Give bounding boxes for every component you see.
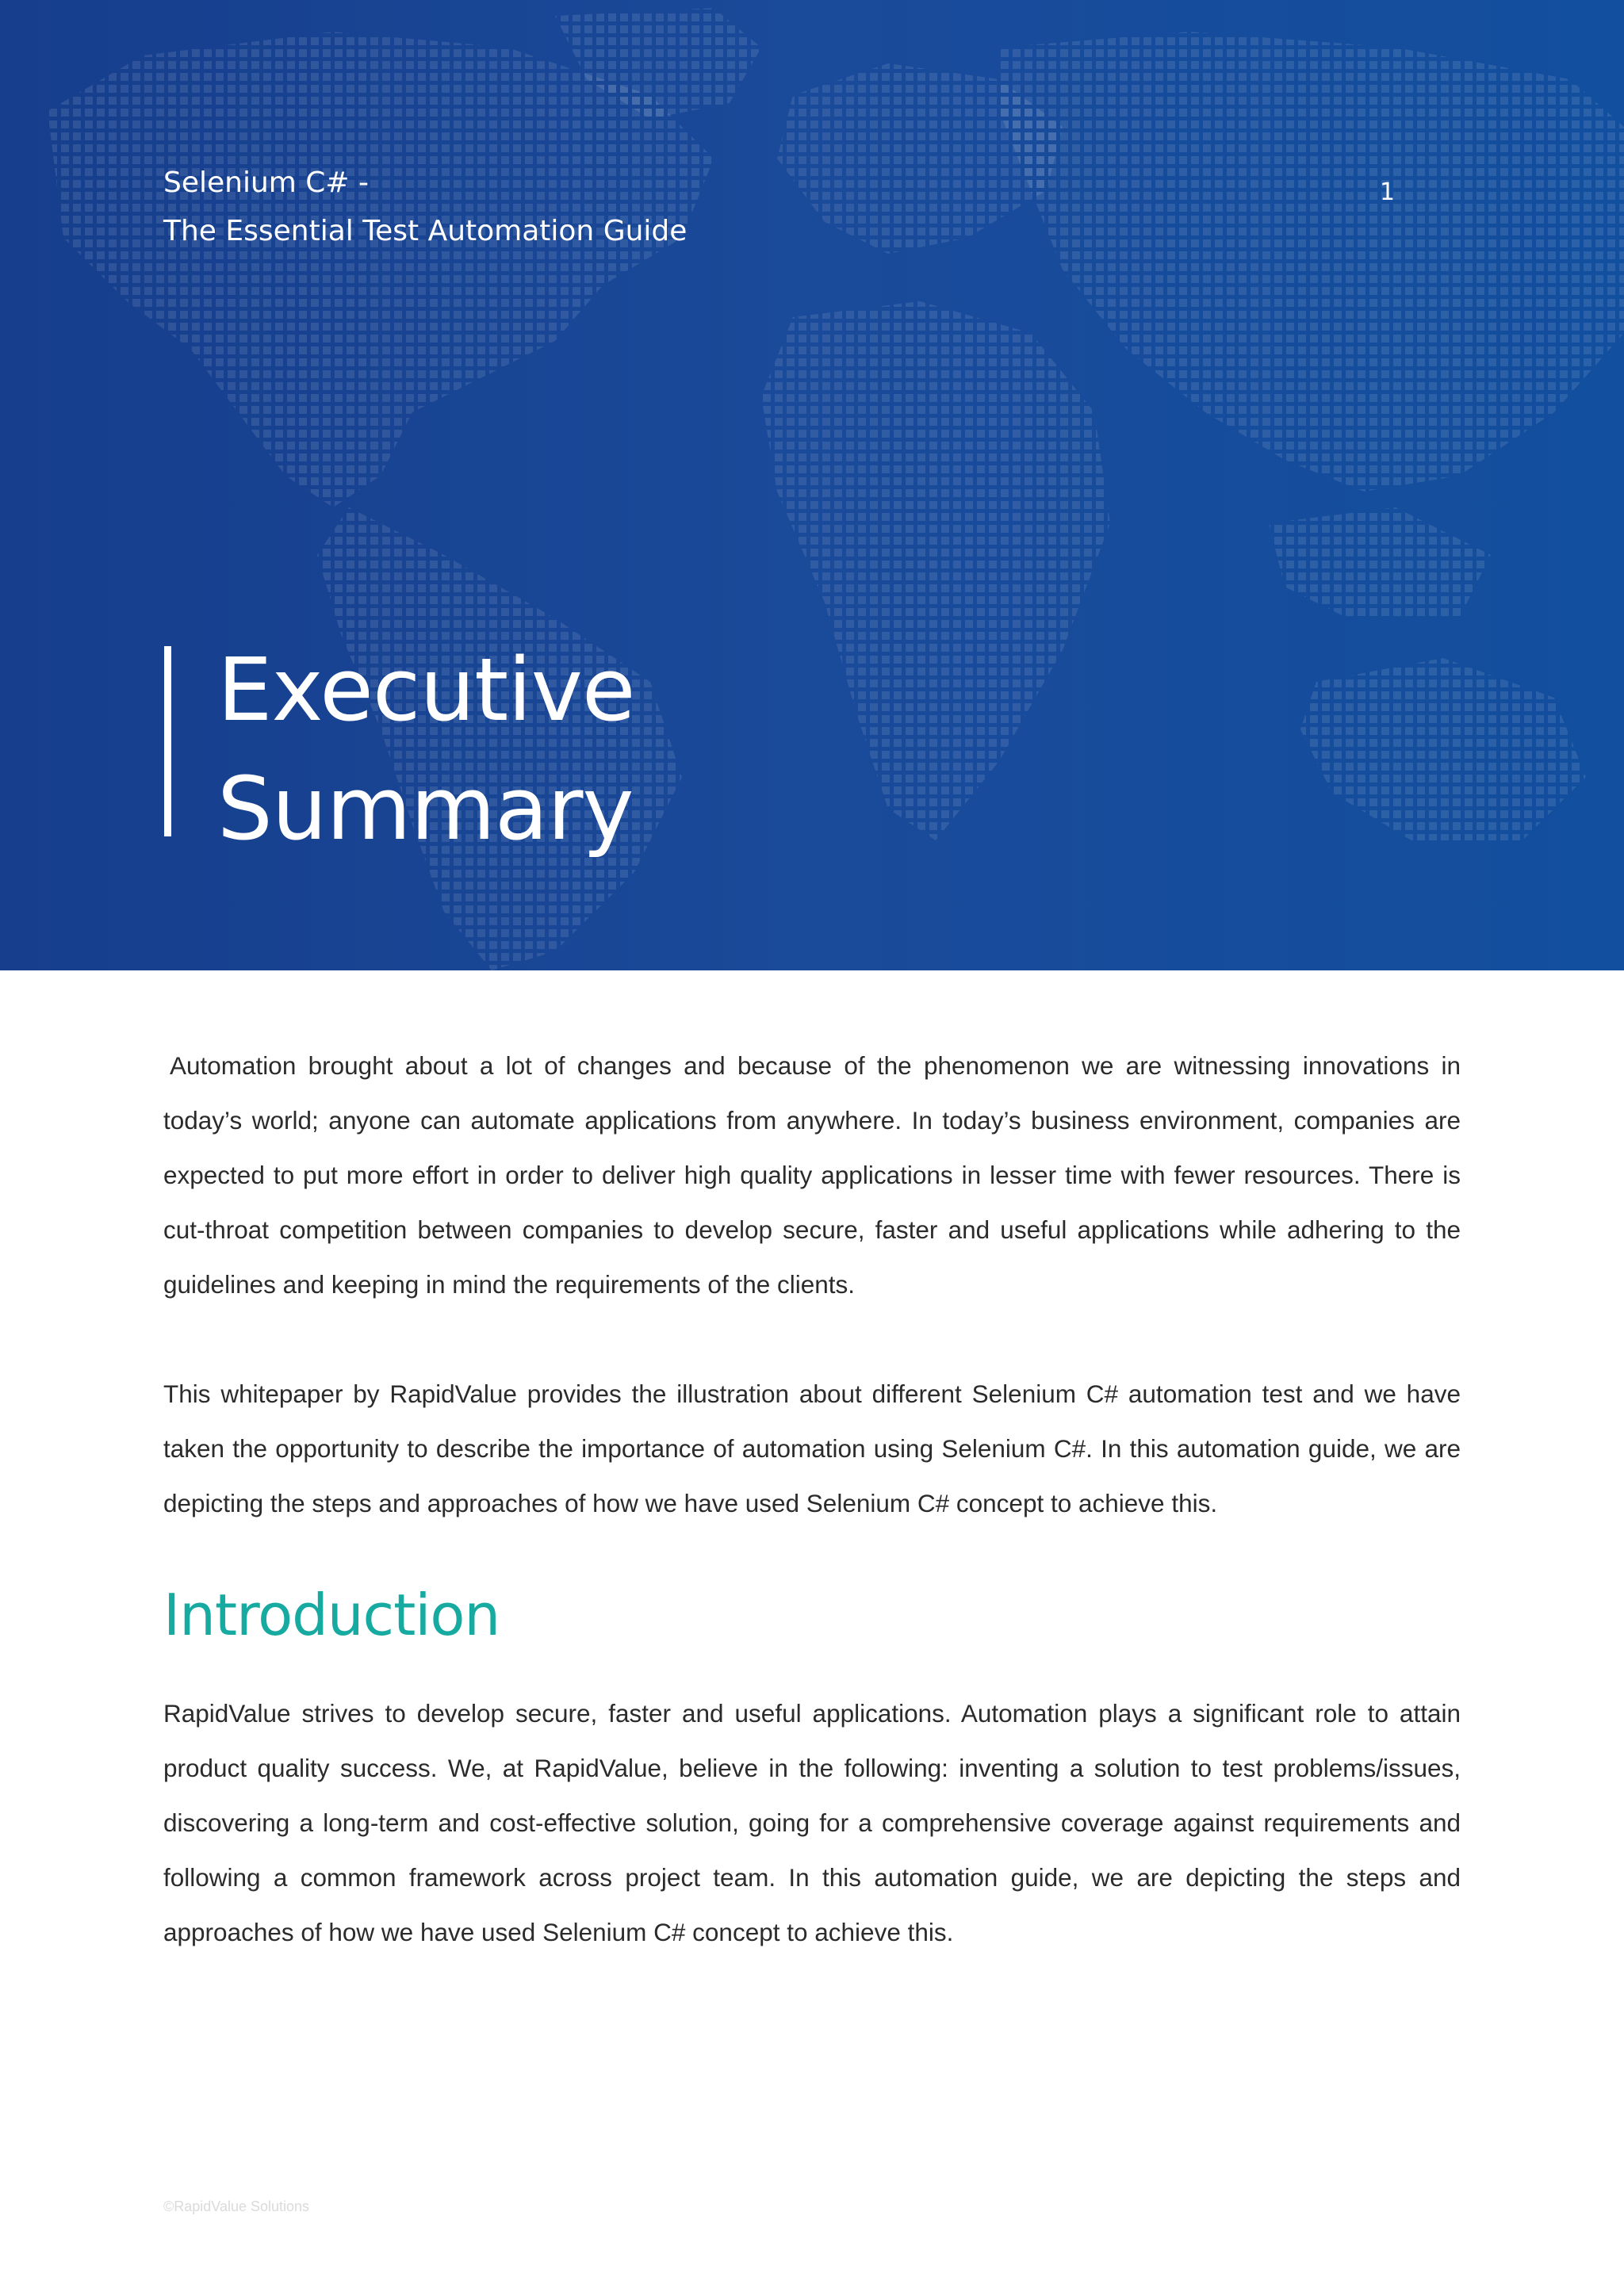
document-title-line-2: The Essential Test Automation Guide [163,215,688,247]
section-title-line-1: Executive [217,639,635,740]
introduction-heading: Introduction [163,1582,500,1648]
introduction-paragraph: RapidValue strives to develop secure, faster and useful applications. Automation plays a significant role to attain product quality success. We, at RapidValue, believe in the following: inventing a solution to test problems/issues, discovering a long-term and cost-effective solution, going for a comprehensive coverage against requirements and following a common framework across project team. In this automation guide, we are depicting the steps and approaches of how we have used Selenium C# concept to achieve this. [163,1699,1461,1946]
executive-summary-paragraph-1: Automation brought about a lot of changes and because of the phenomenon we are witnessing innovations in today’s world; anyone can automate applications from anywhere. In today’s business environment, companies are expected to put more effort in order to deliver high quality applications in lesser time with fewer resources. There is cut-throat competition between companies to develop secure, faster and useful applications while adhering to the guidelines and keeping in mind the requirements of the clients. [163,1051,1461,1299]
executive-summary-paragraph-2: This whitepaper by RapidValue provides the illustration about different Selenium C# automation test and we have taken the opportunity to describe the importance of automation using Selenium C#. In this automation guide, we are depicting the steps and approaches of how we have used Selenium C# concept to achieve this. [163,1380,1461,1517]
page-number: 1 [1380,178,1396,206]
section-title [217,630,635,868]
footer-copyright: ©RapidValue Solutions [163,2198,310,2214]
body-content [163,1039,1461,1960]
header-banner [0,0,1624,970]
section-title-accent-bar [164,646,171,836]
section-title-line-2: Summary [217,758,634,859]
document-title [163,159,687,255]
document-title-line-1: Selenium C# - [163,166,370,199]
